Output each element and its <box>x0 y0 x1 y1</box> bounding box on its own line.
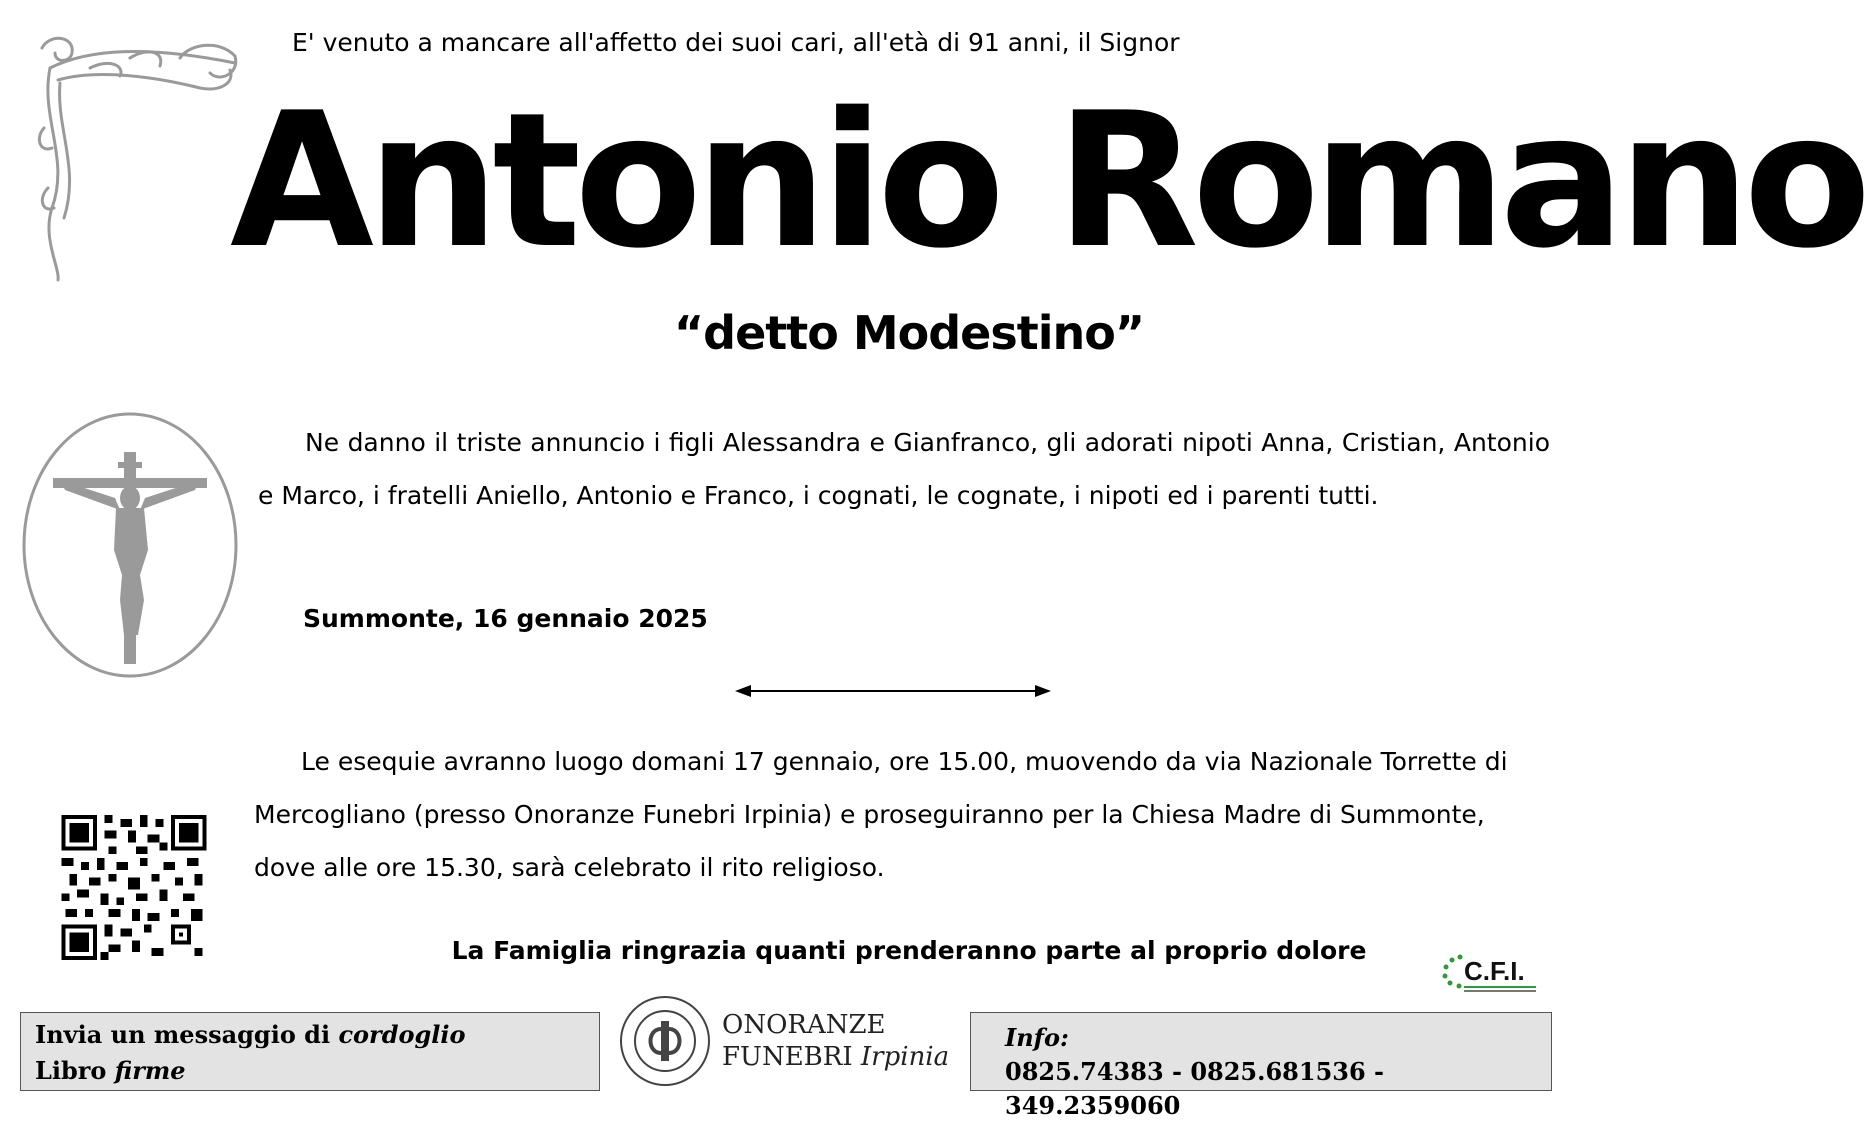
info-label: Info: <box>1005 1023 1069 1052</box>
nickname: “detto Modestino” <box>673 306 1145 360</box>
agency-seal-icon <box>617 993 713 1089</box>
condolence-message-link[interactable]: Invia un messaggio di cordoglio <box>35 1020 466 1049</box>
place-date: Summonte, 16 gennaio 2025 <box>303 604 708 633</box>
deceased-name: Antonio Romano <box>230 72 1864 289</box>
svg-text:C.F.I.: C.F.I. <box>1464 956 1525 986</box>
announcement-text: Ne danno il triste annuncio i figli Alessandra e Gianfranco, gli adorati nipoti Anna, Cristian, Antonio e Marco, i fratelli Aniello, Antonio e Franco, i cognati, le cognate, i nipoti ed i parenti tutti. <box>258 428 1550 510</box>
guestbook-link[interactable]: Libro firme <box>35 1056 186 1085</box>
funeral-details: Le esequie avranno luogo domani 17 gennaio, ore 15.00, muovendo da via Nazionale Torrette di Mercogliano (presso Onoranze Funebri Irpinia) e proseguiranno per la Chiesa Madre di Summonte, dove alle ore 15.30, sarà celebrato il rito religioso. <box>254 747 1508 882</box>
divider-arrow-icon <box>735 681 1051 701</box>
phone-numbers[interactable]: 0825.74383 - 0825.681536 - 349.2359060 <box>1005 1057 1384 1120</box>
family-thanks: La Famiglia ringrazia quanti prenderanno parte al proprio dolore <box>451 936 1367 965</box>
info-box <box>970 1012 1552 1120</box>
intro-text: E' venuto a mancare all'affetto dei suoi cari, all'età di 91 anni, il Signor <box>292 28 1180 57</box>
agency-name: ONORANZE FUNEBRI Irpinia <box>722 1010 950 1072</box>
cfi-logo-icon <box>1440 950 1540 998</box>
crucifix-icon <box>20 410 240 680</box>
condolence-link[interactable] <box>20 1012 600 1091</box>
